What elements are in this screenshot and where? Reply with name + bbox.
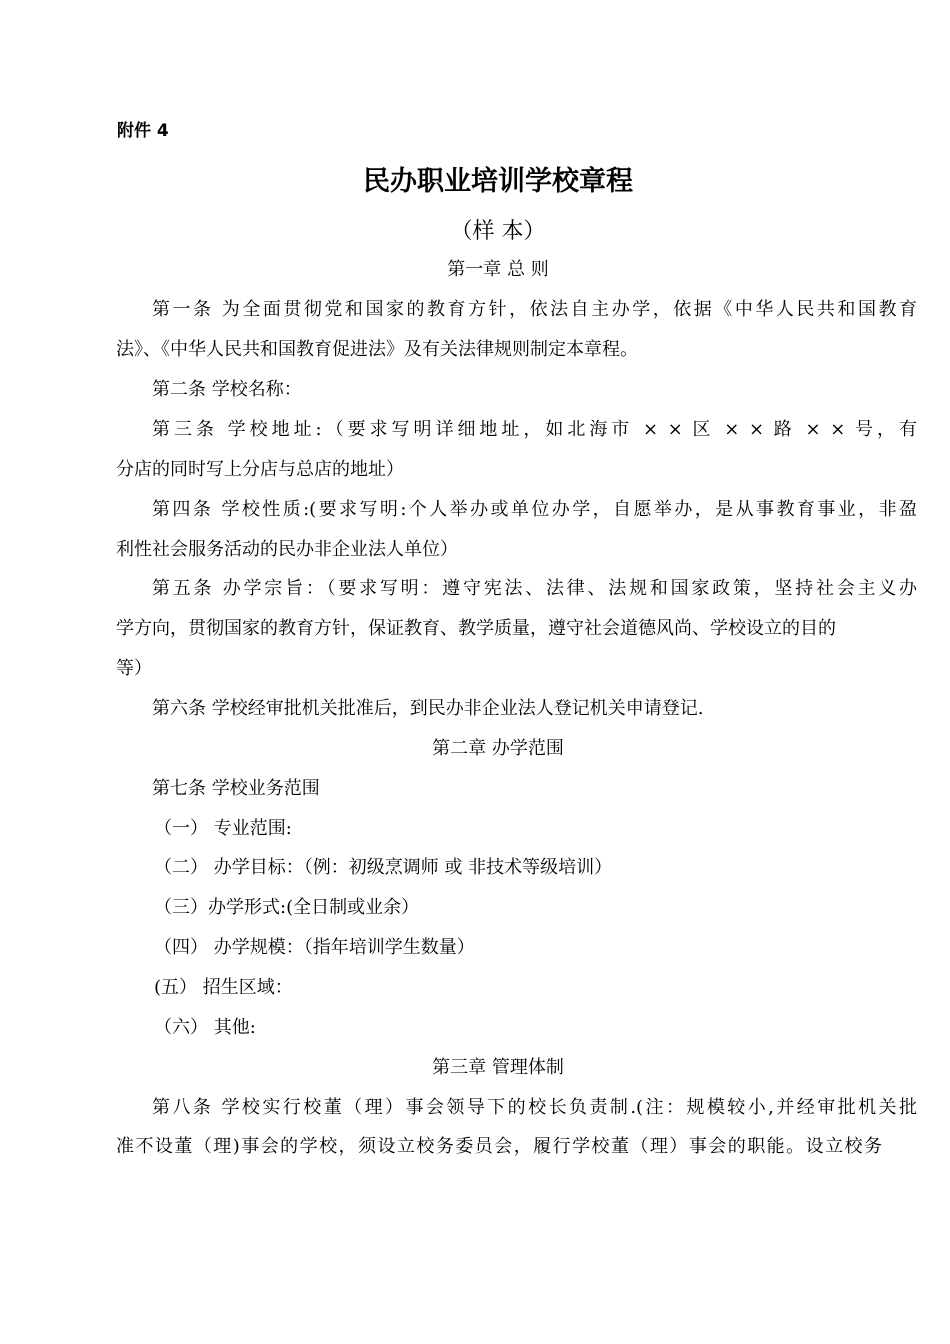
article-5-line-3: 等） xyxy=(116,658,152,679)
article-5-line-1: 第五条 办学宗旨：（要求写明：遵守宪法、法律、法规和国家政策，坚持社会主义办 xyxy=(152,578,917,599)
article-1-line-2: 法》、《中华人民共和国教育促进法》及有关法律规则制定本章程。 xyxy=(116,339,638,360)
attachment-label: 附件 4 xyxy=(117,121,169,141)
chapter-3-heading: 第三章 管理体制 xyxy=(432,1057,564,1078)
article-4-line-2: 利性社会服务活动的民办非企业法人单位） xyxy=(116,539,458,560)
article-4-line-1: 第四条 学校性质:(要求写明:个人举办或单位办学，自愿举办，是从事教育事业，非盈 xyxy=(152,499,917,520)
article-8-line-1: 第八条 学校实行校董（理）事会领导下的校长负责制.(注：规模较小,并经审批机关批 xyxy=(152,1097,917,1118)
article-2: 第二条 学校名称： xyxy=(152,379,302,400)
chapter-1-heading: 第一章 总 则 xyxy=(447,259,549,280)
scope-item-2: （二） 办学目标：（例：初级烹调师 或 非技术等级培训） xyxy=(154,857,613,878)
article-3-line-1: 第三条 学校地址:（要求写明详细地址，如北海市 × × 区 × × 路 × × 号，有 xyxy=(152,419,917,440)
article-5-line-2: 学方向，贯彻国家的教育方针，保证教育、教学质量，遵守社会道德风尚、学校设立的目的 xyxy=(116,618,836,639)
scope-item-6: （六） 其他: xyxy=(154,1017,256,1038)
article-1-line-1: 第一条 为全面贯彻党和国家的教育方针，依法自主办学，依据《中华人民共和国教育 xyxy=(152,299,917,320)
article-8-line-2: 准不设董（理)事会的学校，须设立校务委员会，履行学校董（理）事会的职能。设立校务 xyxy=(116,1136,882,1157)
document-subtitle: （样 本） xyxy=(450,219,546,244)
document-title: 民办职业培训学校章程 xyxy=(363,166,633,197)
chapter-2-heading: 第二章 办学范围 xyxy=(432,738,564,759)
scope-item-1: （一） 专业范围: xyxy=(154,818,292,839)
article-7: 第七条 学校业务范围 xyxy=(152,778,320,799)
scope-item-5: (五） 招生区域： xyxy=(154,977,293,998)
scope-item-4: （四） 办学规模：（指年培训学生数量） xyxy=(154,937,475,958)
article-3-line-2: 分店的同时写上分店与总店的地址） xyxy=(116,459,404,480)
article-6: 第六条 学校经审批机关批准后，到民办非企业法人登记机关申请登记. xyxy=(152,698,704,719)
scope-item-3: （三）办学形式:(全日制或业余） xyxy=(154,897,420,918)
